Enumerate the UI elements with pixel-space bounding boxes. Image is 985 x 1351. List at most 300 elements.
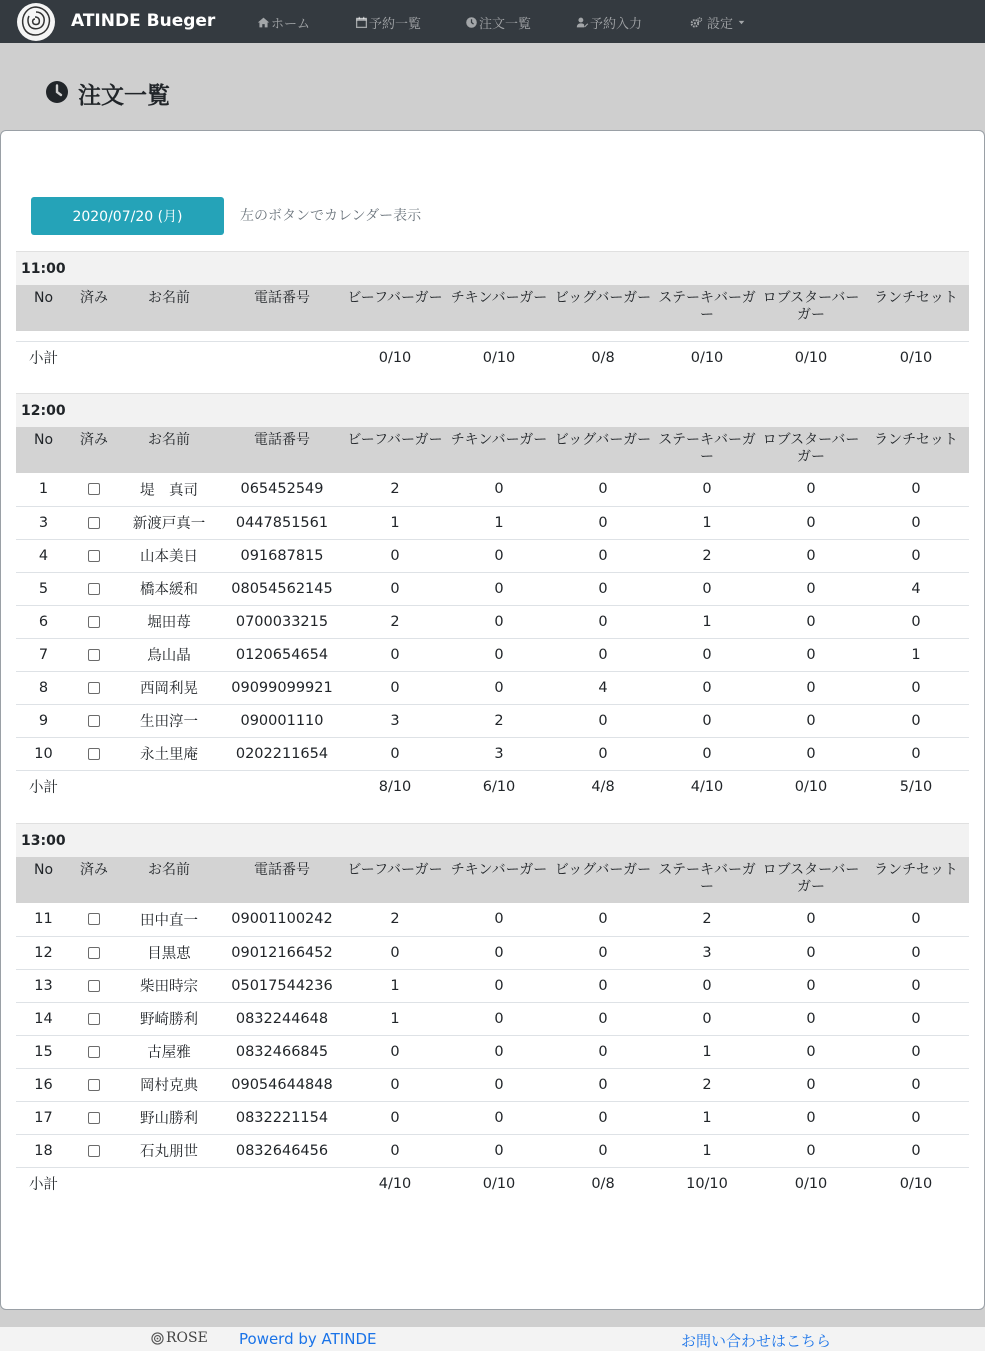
column-header: お名前 <box>117 857 221 903</box>
phone-number: 0700033215 <box>221 605 343 638</box>
item-quantity: 0 <box>447 638 551 671</box>
subtotal-value: 0/10 <box>899 1175 933 1192</box>
item-quantity: 0 <box>551 638 655 671</box>
item-quantity: 0 <box>551 539 655 572</box>
done-checkbox[interactable] <box>88 483 100 495</box>
done-cell <box>71 1068 117 1101</box>
item-quantity: 4 <box>863 572 969 605</box>
subtotal-value: 0/10 <box>794 778 828 795</box>
item-quantity: 0 <box>655 638 759 671</box>
done-cell <box>71 572 117 605</box>
done-cell <box>71 936 117 969</box>
item-quantity: 0 <box>655 737 759 770</box>
phone-number: 0832466845 <box>221 1035 343 1068</box>
column-header: 済み <box>71 285 117 331</box>
item-quantity: 0 <box>551 473 655 506</box>
item-quantity: 0 <box>759 539 863 572</box>
item-quantity: 0 <box>343 936 447 969</box>
order-number: 4 <box>16 539 71 572</box>
item-quantity: 2 <box>343 473 447 506</box>
table-row[interactable] <box>16 572 969 605</box>
subtotal-value: 0/8 <box>591 349 615 366</box>
table-row[interactable] <box>16 1035 969 1068</box>
subtotal-value: 6/10 <box>482 778 516 795</box>
column-header: お名前 <box>117 285 221 331</box>
footer <box>0 1327 985 1351</box>
item-quantity: 0 <box>863 473 969 506</box>
home-icon <box>257 16 270 29</box>
item-quantity: 0 <box>759 638 863 671</box>
done-cell <box>71 605 117 638</box>
time-slot-section <box>16 251 969 374</box>
orders-table <box>16 285 969 374</box>
phone-number: 09054644848 <box>221 1068 343 1101</box>
subtotal-value: 8/10 <box>378 778 412 795</box>
customer-name: 柴田時宗 <box>117 969 221 1002</box>
subtotal-value: 0/10 <box>794 349 828 366</box>
item-quantity: 1 <box>655 605 759 638</box>
done-cell <box>71 737 117 770</box>
phone-number: 09012166452 <box>221 936 343 969</box>
subtotal-value: 10/10 <box>686 1175 728 1192</box>
item-quantity: 0 <box>343 1035 447 1068</box>
item-quantity: 0 <box>863 671 969 704</box>
powered-by-link[interactable]: Powerd by ATINDE <box>239 1330 377 1348</box>
customer-name: 西岡利晃 <box>117 671 221 704</box>
item-quantity: 0 <box>759 473 863 506</box>
nav-reservation-input-label: 予約入力 <box>590 17 643 32</box>
item-quantity: 0 <box>343 1068 447 1101</box>
order-number: 12 <box>16 936 71 969</box>
subtotal-value: 4/8 <box>591 778 615 795</box>
done-checkbox[interactable] <box>88 1145 100 1157</box>
item-quantity: 1 <box>343 1002 447 1035</box>
orders-table <box>16 857 969 1200</box>
nav-orders-label: 注文一覧 <box>479 17 532 32</box>
table-row[interactable] <box>16 539 969 572</box>
done-checkbox[interactable] <box>88 649 100 661</box>
column-header: チキンバーガー <box>447 285 551 331</box>
contact-link[interactable]: お問い合わせはこちら <box>681 1332 832 1350</box>
order-number: 3 <box>16 506 71 539</box>
done-checkbox[interactable] <box>88 682 100 694</box>
item-quantity: 0 <box>447 539 551 572</box>
done-cell <box>71 969 117 1002</box>
item-quantity: 0 <box>863 737 969 770</box>
customer-name: 山本美日 <box>117 539 221 572</box>
subtotal-empty <box>221 341 343 374</box>
item-quantity: 0 <box>551 737 655 770</box>
done-cell <box>71 704 117 737</box>
item-quantity: 2 <box>343 605 447 638</box>
item-quantity: 0 <box>551 969 655 1002</box>
item-quantity: 0 <box>863 1134 969 1167</box>
order-number: 6 <box>16 605 71 638</box>
item-quantity: 0 <box>759 903 863 936</box>
subtotal-empty <box>117 341 221 374</box>
item-quantity: 1 <box>863 638 969 671</box>
table-row[interactable] <box>16 473 969 506</box>
time-slot-label: 12:00 <box>16 393 969 427</box>
item-quantity: 0 <box>759 671 863 704</box>
item-quantity: 0 <box>863 704 969 737</box>
customer-name: 堀田苺 <box>117 605 221 638</box>
column-header: ビーフバーガー <box>343 285 447 331</box>
order-number: 13 <box>16 969 71 1002</box>
item-quantity: 0 <box>343 1134 447 1167</box>
column-header: ロブスターバーガー <box>759 857 863 903</box>
time-slot-section <box>16 393 969 803</box>
nav-home-label: ホーム <box>271 17 311 32</box>
item-quantity: 0 <box>759 969 863 1002</box>
table-row[interactable] <box>16 969 969 1002</box>
item-quantity: 0 <box>551 1101 655 1134</box>
column-header: No <box>16 857 71 903</box>
item-quantity: 0 <box>551 1002 655 1035</box>
item-quantity: 0 <box>863 969 969 1002</box>
column-header: ビーフバーガー <box>343 857 447 903</box>
item-quantity: 1 <box>447 506 551 539</box>
column-header: ロブスターバーガー <box>759 285 863 331</box>
item-quantity: 0 <box>759 704 863 737</box>
item-quantity: 3 <box>343 704 447 737</box>
column-header: ステーキバーガー <box>655 427 759 473</box>
item-quantity: 0 <box>551 1068 655 1101</box>
subtotal-empty <box>221 770 343 803</box>
footer-logo-text: ROSE <box>166 1330 208 1346</box>
column-header: No <box>16 427 71 473</box>
item-quantity: 1 <box>655 1101 759 1134</box>
item-quantity: 0 <box>863 1101 969 1134</box>
nav-reservations[interactable] <box>355 13 421 32</box>
nav-settings-label: 設定 <box>707 17 734 32</box>
customer-name: 古屋雅 <box>117 1035 221 1068</box>
item-quantity: 0 <box>655 969 759 1002</box>
item-quantity: 0 <box>551 1035 655 1068</box>
customer-name: 野崎勝利 <box>117 1002 221 1035</box>
customer-name: 橋本緩和 <box>117 572 221 605</box>
item-quantity: 0 <box>343 539 447 572</box>
column-header: ビッグバーガー <box>551 285 655 331</box>
item-quantity: 0 <box>551 506 655 539</box>
table-row[interactable] <box>16 1101 969 1134</box>
caret-down-icon <box>737 18 746 27</box>
rose-logo-icon[interactable] <box>16 2 56 42</box>
table-row[interactable] <box>16 638 969 671</box>
item-quantity: 3 <box>447 737 551 770</box>
item-quantity: 0 <box>343 572 447 605</box>
customer-name: 永土里庵 <box>117 737 221 770</box>
done-cell <box>71 1035 117 1068</box>
order-number: 11 <box>16 903 71 936</box>
subtotal-value: 0/10 <box>482 1175 516 1192</box>
customer-name: 堤 真司 <box>117 473 221 506</box>
subtotal-row <box>16 1167 969 1200</box>
column-header: ビッグバーガー <box>551 427 655 473</box>
item-quantity: 0 <box>759 936 863 969</box>
order-number: 9 <box>16 704 71 737</box>
column-header: ランチセット <box>863 857 969 903</box>
item-quantity: 0 <box>447 936 551 969</box>
nav-orders[interactable] <box>465 13 531 32</box>
table-row[interactable] <box>16 704 969 737</box>
done-cell <box>71 638 117 671</box>
time-slot-label: 11:00 <box>16 251 969 285</box>
subtotal-value: 0/10 <box>378 349 412 366</box>
user-edit-icon <box>576 16 589 29</box>
subtotal-value: 0/10 <box>690 349 724 366</box>
nav-reservations-label: 予約一覧 <box>369 17 422 32</box>
column-header: お名前 <box>117 427 221 473</box>
phone-number: 090001110 <box>221 704 343 737</box>
subtotal-value: 0/10 <box>482 349 516 366</box>
item-quantity: 0 <box>447 671 551 704</box>
page-title: 注文一覧 <box>78 83 170 109</box>
done-checkbox[interactable] <box>88 1112 100 1124</box>
customer-name: 田中直一 <box>117 903 221 936</box>
brand-name[interactable]: ATINDE Bueger <box>71 11 216 31</box>
item-quantity: 0 <box>759 506 863 539</box>
customer-name: 生田淳一 <box>117 704 221 737</box>
subtotal-value: 4/10 <box>690 778 724 795</box>
subtotal-empty <box>71 1167 117 1200</box>
item-quantity: 2 <box>655 903 759 936</box>
order-number: 8 <box>16 671 71 704</box>
item-quantity: 2 <box>655 539 759 572</box>
column-header: ビッグバーガー <box>551 857 655 903</box>
subtotal-empty <box>71 341 117 374</box>
table-row[interactable] <box>16 605 969 638</box>
subtotal-value: 0/10 <box>899 349 933 366</box>
item-quantity: 0 <box>759 1002 863 1035</box>
phone-number: 0120654654 <box>221 638 343 671</box>
nav-reservation-input[interactable] <box>576 13 642 32</box>
cogs-icon <box>690 16 703 29</box>
done-checkbox[interactable] <box>88 1046 100 1058</box>
done-cell <box>71 539 117 572</box>
phone-number: 08054562145 <box>221 572 343 605</box>
item-quantity: 0 <box>863 506 969 539</box>
item-quantity: 0 <box>447 903 551 936</box>
table-row[interactable] <box>16 903 969 936</box>
phone-number: 0832244648 <box>221 1002 343 1035</box>
column-header: チキンバーガー <box>447 857 551 903</box>
item-quantity: 0 <box>343 1101 447 1134</box>
item-quantity: 0 <box>759 737 863 770</box>
item-quantity: 0 <box>863 1002 969 1035</box>
phone-number: 0832221154 <box>221 1101 343 1134</box>
item-quantity: 0 <box>759 605 863 638</box>
item-quantity: 1 <box>655 1134 759 1167</box>
item-quantity: 0 <box>447 605 551 638</box>
customer-name: 岡村克典 <box>117 1068 221 1101</box>
customer-name: 石丸朋世 <box>117 1134 221 1167</box>
order-number: 15 <box>16 1035 71 1068</box>
order-number: 17 <box>16 1101 71 1134</box>
done-cell <box>71 903 117 936</box>
column-header: ステーキバーガー <box>655 285 759 331</box>
date-picker-button[interactable]: 2020/07/20 (月) <box>31 197 224 235</box>
done-cell <box>71 1134 117 1167</box>
item-quantity: 0 <box>447 1101 551 1134</box>
subtotal-empty <box>117 1167 221 1200</box>
done-checkbox[interactable] <box>88 748 100 760</box>
item-quantity: 0 <box>863 936 969 969</box>
order-number: 14 <box>16 1002 71 1035</box>
order-number: 7 <box>16 638 71 671</box>
footer-logo[interactable] <box>151 1330 208 1346</box>
item-quantity: 1 <box>343 506 447 539</box>
orders-table <box>16 427 969 803</box>
item-quantity: 0 <box>655 671 759 704</box>
table-row[interactable] <box>16 1068 969 1101</box>
column-header: 済み <box>71 857 117 903</box>
item-quantity: 0 <box>551 605 655 638</box>
column-header: 電話番号 <box>221 427 343 473</box>
done-checkbox[interactable] <box>88 1079 100 1091</box>
subtotal-empty <box>221 1167 343 1200</box>
phone-number: 0832646456 <box>221 1134 343 1167</box>
rose-logo-icon <box>151 1332 164 1345</box>
subtotal-empty <box>117 770 221 803</box>
item-quantity: 0 <box>863 903 969 936</box>
done-cell <box>71 473 117 506</box>
item-quantity: 0 <box>655 473 759 506</box>
subtotal-label: 小計 <box>29 1177 58 1194</box>
item-quantity: 0 <box>655 1002 759 1035</box>
item-quantity: 0 <box>447 1068 551 1101</box>
item-quantity: 0 <box>343 671 447 704</box>
item-quantity: 0 <box>863 1068 969 1101</box>
clock-icon <box>465 16 478 29</box>
item-quantity: 0 <box>863 1035 969 1068</box>
column-header: 電話番号 <box>221 285 343 331</box>
item-quantity: 0 <box>759 1068 863 1101</box>
item-quantity: 2 <box>343 903 447 936</box>
customer-name: 新渡戸真一 <box>117 506 221 539</box>
phone-number: 09001100242 <box>221 903 343 936</box>
nav-settings-dropdown[interactable] <box>690 13 746 32</box>
nav-home[interactable] <box>257 13 310 32</box>
time-slot-label: 13:00 <box>16 823 969 857</box>
order-number: 10 <box>16 737 71 770</box>
item-quantity: 4 <box>551 671 655 704</box>
phone-number: 0447851561 <box>221 506 343 539</box>
item-quantity: 1 <box>655 1035 759 1068</box>
table-row[interactable] <box>16 936 969 969</box>
item-quantity: 0 <box>863 605 969 638</box>
subtotal-value: 0/10 <box>794 1175 828 1192</box>
done-checkbox[interactable] <box>88 550 100 562</box>
column-header: ステーキバーガー <box>655 857 759 903</box>
item-quantity: 0 <box>447 969 551 1002</box>
done-cell <box>71 1101 117 1134</box>
phone-number: 09099099921 <box>221 671 343 704</box>
done-checkbox[interactable] <box>88 980 100 992</box>
table-row[interactable] <box>16 671 969 704</box>
item-quantity: 0 <box>447 473 551 506</box>
item-quantity: 0 <box>759 572 863 605</box>
subtotal-empty <box>71 770 117 803</box>
subtotal-row <box>16 770 969 803</box>
item-quantity: 0 <box>447 1134 551 1167</box>
item-quantity: 0 <box>343 737 447 770</box>
done-cell <box>71 506 117 539</box>
subtotal-value: 0/8 <box>591 1175 615 1192</box>
item-quantity: 0 <box>863 539 969 572</box>
item-quantity: 0 <box>551 704 655 737</box>
done-cell <box>71 671 117 704</box>
empty-row <box>16 331 969 341</box>
item-quantity: 0 <box>759 1101 863 1134</box>
item-quantity: 0 <box>447 572 551 605</box>
done-checkbox[interactable] <box>88 947 100 959</box>
item-quantity: 2 <box>655 1068 759 1101</box>
phone-number: 05017544236 <box>221 969 343 1002</box>
done-checkbox[interactable] <box>88 616 100 628</box>
done-checkbox[interactable] <box>88 715 100 727</box>
item-quantity: 0 <box>447 1002 551 1035</box>
item-quantity: 0 <box>551 572 655 605</box>
done-checkbox[interactable] <box>88 583 100 595</box>
subtotal-label: 小計 <box>29 780 58 797</box>
clock-icon <box>45 80 69 104</box>
customer-name: 鳥山晶 <box>117 638 221 671</box>
column-header: ランチセット <box>863 285 969 331</box>
item-quantity: 0 <box>551 903 655 936</box>
order-number: 18 <box>16 1134 71 1167</box>
item-quantity: 1 <box>655 506 759 539</box>
done-checkbox[interactable] <box>88 1013 100 1025</box>
table-row[interactable] <box>16 1134 969 1167</box>
time-slot-section <box>16 823 969 1200</box>
customer-name: 野山勝利 <box>117 1101 221 1134</box>
phone-number: 065452549 <box>221 473 343 506</box>
item-quantity: 0 <box>551 936 655 969</box>
column-header: ビーフバーガー <box>343 427 447 473</box>
item-quantity: 0 <box>759 1035 863 1068</box>
order-number: 1 <box>16 473 71 506</box>
table-row[interactable] <box>16 1002 969 1035</box>
column-header: ランチセット <box>863 427 969 473</box>
column-header: 済み <box>71 427 117 473</box>
subtotal-row <box>16 341 969 374</box>
item-quantity: 2 <box>447 704 551 737</box>
subtotal-value: 5/10 <box>899 778 933 795</box>
item-quantity: 3 <box>655 936 759 969</box>
subtotal-label: 小計 <box>29 351 58 368</box>
column-header: No <box>16 285 71 331</box>
done-checkbox[interactable] <box>88 913 100 925</box>
item-quantity: 1 <box>343 969 447 1002</box>
phone-number: 091687815 <box>221 539 343 572</box>
done-checkbox[interactable] <box>88 517 100 529</box>
table-row[interactable] <box>16 737 969 770</box>
subtotal-value: 4/10 <box>378 1175 412 1192</box>
item-quantity: 0 <box>343 638 447 671</box>
table-row[interactable] <box>16 506 969 539</box>
customer-name: 目黒恵 <box>117 936 221 969</box>
item-quantity: 0 <box>551 1134 655 1167</box>
navbar <box>0 0 985 43</box>
calendar-icon <box>355 16 368 29</box>
date-picker-hint: 左のボタンでカレンダー表示 <box>240 208 422 224</box>
column-header: 電話番号 <box>221 857 343 903</box>
item-quantity: 0 <box>655 704 759 737</box>
item-quantity: 0 <box>759 1134 863 1167</box>
column-header: ロブスターバーガー <box>759 427 863 473</box>
phone-number: 0202211654 <box>221 737 343 770</box>
